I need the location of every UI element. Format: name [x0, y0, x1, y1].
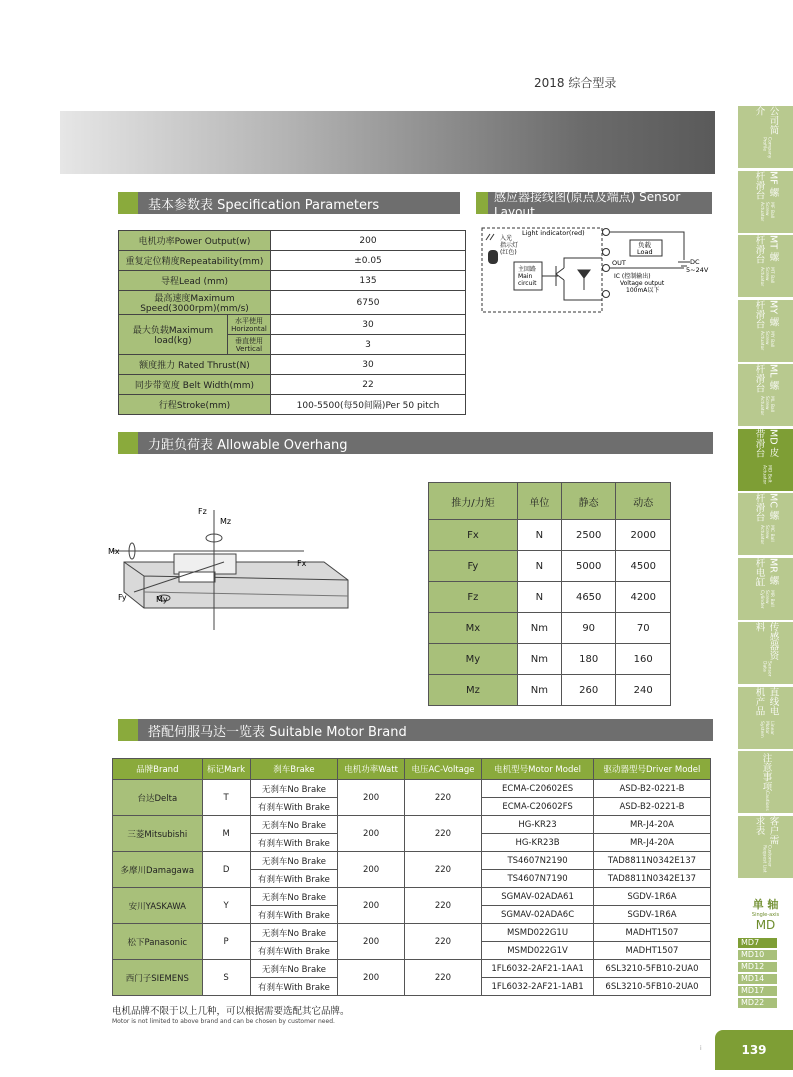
ic-label: IC (控制输出) [614, 273, 651, 280]
side-tab-cn: 公司简介 [753, 106, 779, 135]
side-tab-cn: MD 皮带滑台 [753, 428, 779, 457]
driver-model-cell: 6SL3210-5FB10-2UA0 [593, 978, 710, 996]
overhang-section-header [118, 432, 713, 454]
side-tab-cn: 注意事项 [760, 753, 772, 792]
driver-model-cell: MADHT1507 [593, 924, 710, 942]
spec-row [119, 231, 466, 251]
spec-row [119, 251, 466, 271]
spec-label: 额度推力 Rated Thrust(N) [119, 355, 271, 375]
overhang-cell: My [429, 644, 518, 675]
page-number: 139 [715, 1030, 793, 1070]
overhang-cell: 240 [616, 675, 671, 706]
single-axis-label [738, 896, 793, 932]
side-tab-en: MR Ball Screw Cylinder [759, 589, 774, 609]
load-label: 负载 Load [637, 241, 653, 256]
side-tab[interactable] [738, 364, 793, 426]
motor-row [113, 960, 711, 978]
page-dot: i [700, 1045, 702, 1052]
spec-label: 最高速度Maximum Speed(3000rpm)(mm/s) [119, 291, 271, 315]
spec-label: 导程Lead (mm) [119, 271, 271, 291]
dc-range-label: 5~24V [686, 266, 709, 274]
side-tab-cn: MT 螺杆滑台 [753, 235, 779, 264]
watt-cell: 200 [338, 888, 404, 924]
motor-header: 电压AC-Voltage [404, 759, 481, 780]
side-tab-en: MT Ball Screw Actuator [759, 266, 774, 287]
voltage-cell: 220 [404, 816, 481, 852]
spec-value: 3 [271, 335, 466, 355]
watt-cell: 200 [338, 852, 404, 888]
motor-row [113, 780, 711, 798]
model-item[interactable]: MD14 [738, 974, 777, 984]
motor-model-cell: TS4607N2190 [482, 852, 594, 870]
overhang-table [428, 482, 671, 706]
overhang-cell: 160 [616, 644, 671, 675]
brake-cell: 无刹车No Brake [250, 780, 338, 798]
driver-model-cell: TAD8811N0342E137 [593, 852, 710, 870]
side-tab-en: Customer Request List [761, 845, 772, 874]
side-tab-en: Linear Motor System [759, 720, 774, 738]
spec-label: 重复定位精度Repeatability(mm) [119, 251, 271, 271]
brand-cell: 安川YASKAWA [113, 888, 203, 924]
side-tab[interactable] [738, 622, 793, 684]
overhang-cell: Nm [517, 675, 561, 706]
motor-model-cell: HG-KR23B [482, 834, 594, 852]
motor-model-cell: MSMD022G1V [482, 942, 594, 960]
overhang-row [429, 675, 671, 706]
driver-model-cell: SGDV-1R6A [593, 906, 710, 924]
overhang-cell: 90 [561, 613, 616, 644]
section-marker [118, 432, 138, 454]
motor-model-cell: SGMAV-02ADA6C [482, 906, 594, 924]
side-tab[interactable] [738, 558, 793, 620]
spec-row [119, 291, 466, 315]
side-tab[interactable] [738, 429, 793, 491]
motor-model-cell: ECMA-C20602FS [482, 798, 594, 816]
section-marker [118, 719, 138, 741]
brake-cell: 无刹车No Brake [250, 960, 338, 978]
voltage-output-label: Voltage output [620, 280, 665, 287]
side-tab-en: MC Ball Screw Actuator [759, 524, 774, 545]
motor-row [113, 852, 711, 870]
brand-cell: 松下Panasonic [113, 924, 203, 960]
side-tab-en: Company Profile [761, 137, 772, 159]
overhang-header: 推力/力矩 [429, 483, 518, 520]
motor-note-en: Motor is not limited to above brand and can be chosen by customer need. [112, 1018, 335, 1025]
spec-label: 最大负载Maximum load(kg) [119, 315, 228, 355]
spec-section-title: 基本参数表 Specification Parameters [148, 197, 380, 213]
motor-row [113, 816, 711, 834]
overhang-cell: Fy [429, 551, 518, 582]
section-marker [118, 192, 138, 214]
side-tab[interactable] [738, 751, 793, 813]
driver-model-cell: 6SL3210-5FB10-2UA0 [593, 960, 710, 978]
overhang-section-title: 力距负荷表 Allowable Overhang [148, 437, 348, 453]
side-tab-en: MD Belt Actuator [761, 465, 772, 485]
spec-label: 电机功率Power Output(w) [119, 231, 271, 251]
spec-row [119, 315, 466, 335]
motor-header: 电机型号Motor Model [482, 759, 594, 780]
mark-cell: P [202, 924, 250, 960]
spec-sublabel: 垂直使用 Vertical [228, 335, 271, 355]
watt-cell: 200 [338, 816, 404, 852]
motor-model-cell: HG-KR23 [482, 816, 594, 834]
motor-header: 标记Mark [202, 759, 250, 780]
overhang-cell: Mz [429, 675, 518, 706]
overhang-header: 单位 [517, 483, 561, 520]
model-item[interactable]: MD12 [738, 962, 777, 972]
overhang-axis-diagram [104, 500, 360, 630]
side-tab[interactable] [738, 235, 793, 297]
motor-model-cell: 1FL6032-2AF21-1AA1 [482, 960, 594, 978]
brake-cell: 有刹车With Brake [250, 906, 338, 924]
spec-value: ±0.05 [271, 251, 466, 271]
spec-label: 同步带宽度 Belt Width(mm) [119, 375, 271, 395]
brake-cell: 有刹车With Brake [250, 798, 338, 816]
brake-cell: 无刹车No Brake [250, 924, 338, 942]
side-tab-cn: ML 螺杆滑台 [753, 364, 779, 393]
driver-model-cell: SGDV-1R6A [593, 888, 710, 906]
spec-table [118, 230, 466, 415]
side-tab-en: ML Ball Screw Actuator [759, 395, 774, 416]
brake-cell: 无刹车No Brake [250, 816, 338, 834]
voltage-cell: 220 [404, 888, 481, 924]
side-tab-cn: MC 螺杆滑台 [753, 493, 779, 522]
mark-cell: M [202, 816, 250, 852]
spec-value: 135 [271, 271, 466, 291]
brake-cell: 有刹车With Brake [250, 870, 338, 888]
spec-row [119, 271, 466, 291]
motor-model-cell: MSMD022G1U [482, 924, 594, 942]
mark-cell: Y [202, 888, 250, 924]
spec-value: 200 [271, 231, 466, 251]
voltage-cell: 220 [404, 960, 481, 996]
axis-cn: 单 轴 [752, 898, 779, 911]
ma-label: 100mA以下 [626, 287, 660, 294]
spec-row [119, 375, 466, 395]
motor-row [113, 924, 711, 942]
my-label: My [156, 595, 168, 604]
diode-icon [578, 270, 590, 290]
overhang-cell: N [517, 582, 561, 613]
spec-value: 6750 [271, 291, 466, 315]
overhang-header: 静态 [561, 483, 616, 520]
motor-header: 刹车Brake [250, 759, 338, 780]
sensor-section-title: 感应器接线图(原点及端点) Sensor Layout [494, 189, 681, 219]
voltage-cell: 220 [404, 852, 481, 888]
out-label: OUT [612, 259, 626, 267]
main-circuit-label: 主回路 Main circuit [518, 266, 537, 287]
side-tab-cn: 传感器资料 [753, 622, 779, 660]
brake-cell: 有刹车With Brake [250, 834, 338, 852]
mark-cell: D [202, 852, 250, 888]
spec-section-header [118, 192, 460, 214]
driver-model-cell: MR-J4-20A [593, 834, 710, 852]
side-tab-en: Sensor Data [761, 661, 772, 677]
sensor-section-header [476, 189, 712, 219]
mz-label: Mz [220, 517, 232, 526]
motor-model-cell: SGMAV-02ADA61 [482, 888, 594, 906]
overhang-cell: 260 [561, 675, 616, 706]
side-tab-cn: MY 螺杆滑台 [753, 299, 779, 328]
motor-header: 品牌Brand [113, 759, 203, 780]
brand-cell: 台达Delta [113, 780, 203, 816]
driver-model-cell: MADHT1507 [593, 942, 710, 960]
brake-cell: 无刹车No Brake [250, 888, 338, 906]
overhang-cell: Nm [517, 644, 561, 675]
spec-row [119, 395, 466, 415]
spec-sublabel: 水平使用 Horizontal [228, 315, 271, 335]
transistor-icon [542, 258, 602, 300]
watt-cell: 200 [338, 780, 404, 816]
overhang-cell: Fz [429, 582, 518, 613]
overhang-cell: 2500 [561, 520, 616, 551]
motor-header: 驱动器型号Driver Model [593, 759, 710, 780]
light-indicator-label: Light indicator(red) [522, 229, 585, 237]
voltage-cell: 220 [404, 780, 481, 816]
fz-label: Fz [198, 507, 207, 516]
overhang-row [429, 613, 671, 644]
dc-label: DC [690, 258, 700, 266]
motor-header: 电机功率Watt [338, 759, 404, 780]
brake-cell: 有刹车With Brake [250, 978, 338, 996]
overhang-cell: 70 [616, 613, 671, 644]
overhang-header: 动态 [616, 483, 671, 520]
side-tab[interactable] [738, 687, 793, 749]
overhang-cell: 180 [561, 644, 616, 675]
side-tab-cn: MF 螺杆滑台 [753, 170, 779, 199]
model-item[interactable]: MD17 [738, 986, 777, 996]
side-tab[interactable] [738, 816, 793, 878]
watt-cell: 200 [338, 924, 404, 960]
fx-label: Fx [297, 559, 307, 568]
mark-cell: T [202, 780, 250, 816]
section-marker [476, 192, 488, 214]
side-tab-en: MY Ball Screw Actuator [759, 331, 774, 351]
overhang-cell: 4200 [616, 582, 671, 613]
overhang-row [429, 644, 671, 675]
fy-label: Fy [118, 593, 127, 602]
motor-section-header [118, 719, 713, 741]
watt-cell: 200 [338, 960, 404, 996]
motor-table [112, 758, 711, 996]
header-banner [60, 111, 715, 174]
brake-cell: 无刹车No Brake [250, 852, 338, 870]
side-tab-cn: 直线电机产品 [753, 686, 779, 715]
side-tab-cn: 客户需求表 [753, 815, 779, 844]
brand-cell: 西门子SIEMENS [113, 960, 203, 996]
mx-label: Mx [108, 547, 120, 556]
overhang-cell: 5000 [561, 551, 616, 582]
overhang-cell: 2000 [616, 520, 671, 551]
spec-row [119, 355, 466, 375]
driver-model-cell: ASD-B2-0221-B [593, 798, 710, 816]
model-item[interactable]: MD22 [738, 998, 777, 1008]
motor-section-title: 搭配伺服马达一览表 Suitable Motor Brand [148, 724, 407, 740]
overhang-cell: 4650 [561, 582, 616, 613]
side-tab[interactable] [738, 493, 793, 555]
led-icon [488, 250, 498, 264]
motor-row [113, 888, 711, 906]
side-tab[interactable] [738, 300, 793, 362]
driver-model-cell: MR-J4-20A [593, 816, 710, 834]
overhang-cell: Fx [429, 520, 518, 551]
motor-model-cell: ECMA-C20602ES [482, 780, 594, 798]
side-tab-en: MF Ball Screw Actuator [759, 202, 774, 222]
overhang-row [429, 582, 671, 613]
overhang-cell: Mx [429, 613, 518, 644]
model-item[interactable]: MD10 [738, 950, 777, 960]
spec-value: 22 [271, 375, 466, 395]
spec-value: 30 [271, 315, 466, 335]
side-tab[interactable] [738, 106, 793, 168]
side-tab-cn: MR 螺杆电缸 [753, 557, 779, 586]
sensor-wiring-diagram [478, 222, 712, 316]
brand-cell: 多摩川Damagawa [113, 852, 203, 888]
driver-model-cell: TAD8811N0342E137 [593, 870, 710, 888]
spec-value: 30 [271, 355, 466, 375]
catalog-year-title: 2018 综合型录 [534, 76, 617, 90]
motor-model-cell: 1FL6032-2AF21-1AB1 [482, 978, 594, 996]
spec-label: 行程Stroke(mm) [119, 395, 271, 415]
overhang-row [429, 551, 671, 582]
brake-cell: 有刹车With Brake [250, 942, 338, 960]
spec-value: 100-5500(每50间隔)Per 50 pitch [271, 395, 466, 415]
axis-en: Single-axis [751, 912, 780, 918]
side-tab-en: Cautions [764, 791, 769, 811]
voltage-cell: 220 [404, 924, 481, 960]
overhang-cell: N [517, 520, 561, 551]
model-item[interactable]: MD7 [738, 938, 777, 948]
overhang-row [429, 520, 671, 551]
driver-model-cell: ASD-B2-0221-B [593, 780, 710, 798]
mark-cell: S [202, 960, 250, 996]
light-rays-icon [486, 234, 494, 240]
overhang-cell: 4500 [616, 551, 671, 582]
overhang-cell: Nm [517, 613, 561, 644]
motor-model-cell: TS4607N7190 [482, 870, 594, 888]
overhang-cell: N [517, 551, 561, 582]
brand-cell: 三菱Mitsubishi [113, 816, 203, 852]
side-tab[interactable] [738, 171, 793, 233]
axis-series: MD [755, 918, 776, 932]
motor-note-cn: 电机品牌不限于以上几种，可以根据需要选配其它品牌。 [112, 1006, 350, 1017]
light-cn-label: 入光指示灯(红色) [500, 235, 519, 256]
